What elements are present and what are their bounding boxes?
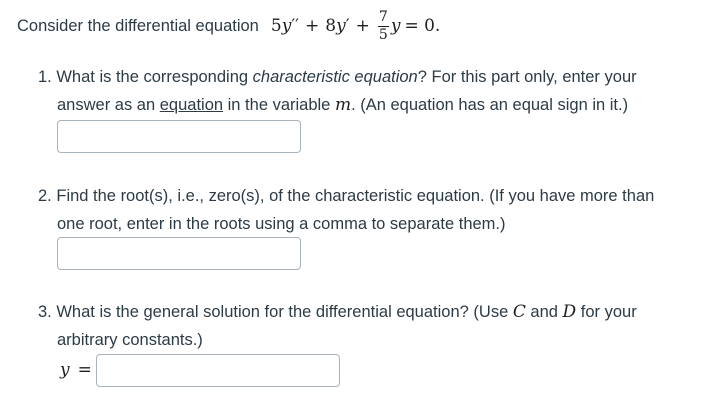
question-2-line2: one root, enter in the roots using a comma to separate them.)	[57, 215, 506, 233]
eq-prime1: ′′	[291, 16, 300, 36]
eq-rhs: = 0.	[404, 16, 441, 36]
variable-m: m	[334, 95, 352, 115]
problem-statement	[17, 6, 440, 46]
eq-plus2: +	[355, 16, 370, 36]
answer-3-var: y	[60, 360, 70, 380]
question-1-line2-end: . (An equation has an equal sign in it.)	[351, 96, 629, 114]
eq-plus1: +	[305, 16, 320, 36]
question-1-emphasis: characteristic equation	[252, 68, 418, 86]
eq-coef1: 5	[270, 16, 282, 36]
question-1-number: 1.	[38, 68, 52, 86]
eq-var2: y	[336, 16, 346, 36]
question-1-text-cont: ? For this part only, enter your	[417, 68, 637, 86]
constant-c: C	[512, 302, 526, 322]
constant-d: D	[562, 302, 577, 322]
answer-1-input[interactable]	[57, 120, 301, 153]
question-1-line2	[38, 91, 708, 119]
fraction-denominator: 5	[378, 26, 388, 43]
eq-fraction	[378, 10, 389, 42]
question-2-number: 2.	[38, 187, 52, 205]
eq-prime2: ′	[345, 16, 350, 36]
question-1-line2-start: answer as an	[57, 96, 160, 114]
question-3-text: What is the general solution for the differential equation? (Use	[56, 303, 513, 321]
answer-3-label	[60, 358, 92, 382]
question-3-and: and	[525, 303, 563, 321]
question-1-line2-middle: in the variable	[223, 96, 335, 114]
question-2	[38, 182, 708, 238]
question-3	[38, 298, 708, 354]
differential-equation	[271, 10, 440, 42]
intro-text: Consider the differential equation	[17, 16, 259, 35]
fraction-numerator: 7	[378, 8, 388, 25]
answer-3-input[interactable]	[96, 354, 340, 387]
question-2-text: Find the root(s), i.e., zero(s), of the characteristic equation. (If you have more than	[56, 187, 655, 205]
question-3-line2: arbitrary constants.)	[57, 331, 203, 349]
equation-link[interactable]: equation	[159, 96, 224, 114]
eq-var3: y	[390, 16, 401, 36]
eq-coef2: 8	[325, 16, 337, 36]
question-3-text-end: for your	[576, 303, 637, 321]
answer-3-equals: =	[77, 360, 92, 380]
answer-2-input[interactable]	[57, 237, 301, 270]
question-1-text: What is the corresponding	[56, 68, 253, 86]
question-3-number: 3.	[38, 303, 52, 321]
eq-var1: y	[281, 16, 292, 36]
question-1	[38, 63, 708, 119]
